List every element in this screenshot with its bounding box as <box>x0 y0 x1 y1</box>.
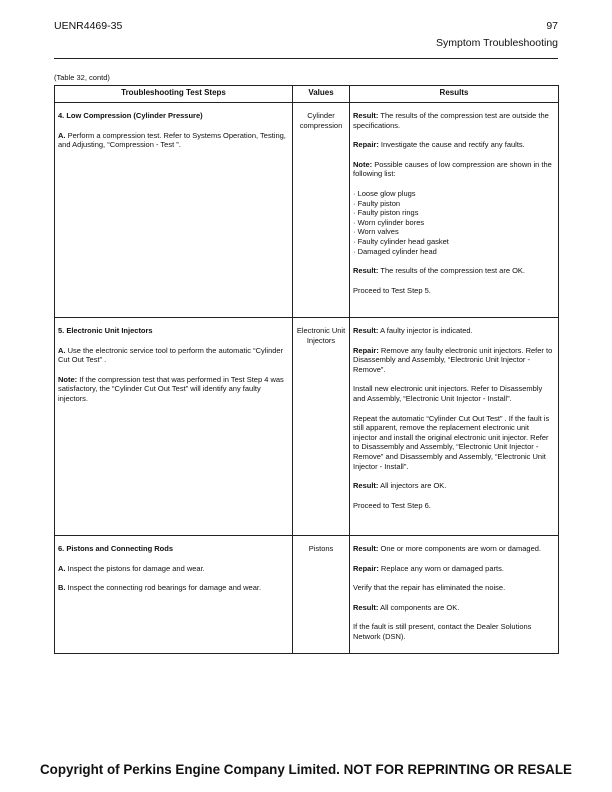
result-text: A faulty injector is indicated. <box>378 326 473 335</box>
list-item: · Faulty piston <box>353 198 401 208</box>
step-text: Perform a compression test. Refer to Systems Operation, Testing, and Adjusting, “Compression - Test ”. <box>58 130 286 150</box>
result-text: The results of the compression test are OK. <box>378 266 526 276</box>
list-item: · Loose glow plugs <box>353 188 416 198</box>
contact-text: If the fault is still present, contact the Dealer Solutions Network (DSN). <box>353 622 532 641</box>
table-header-row <box>55 86 559 103</box>
proceed-text: Proceed to Test Step 6. <box>353 500 431 510</box>
results-cell <box>350 318 559 536</box>
result-entry <box>353 481 555 491</box>
note-text: Possible causes of low compression are shown in the following list: <box>353 159 552 179</box>
repair-text: Replace any worn or damaged parts. <box>378 563 504 573</box>
step-instruction <box>58 131 289 150</box>
table-row <box>55 103 559 318</box>
result-entry <box>353 326 555 336</box>
step-title: 5. Electronic Unit Injectors <box>58 326 153 335</box>
list-item: · Faulty piston rings <box>353 208 419 218</box>
result-text: All injectors are OK. <box>378 481 447 491</box>
step-instruction <box>58 346 289 365</box>
test-step-cell <box>55 536 293 654</box>
page-number: 97 <box>546 20 558 32</box>
step-instruction <box>58 583 289 593</box>
column-header-results: Results <box>350 86 559 103</box>
result-entry <box>353 603 555 613</box>
step-title: 6. Pistons and Connecting Rods <box>58 544 174 553</box>
note-entry <box>58 375 289 404</box>
note-label: Note: <box>58 374 78 384</box>
result-entry <box>353 544 555 554</box>
step-text: Inspect the pistons for damage and wear. <box>65 563 205 573</box>
step-text: Inspect the connecting rod bearings for damage and wear. <box>65 583 262 593</box>
copyright-notice: Copyright of Perkins Engine Company Limited. NOT FOR REPRINTING OR RESALE <box>40 762 572 777</box>
verify-text: Verify that the repair has eliminated the noise. <box>353 583 506 593</box>
note-label: Note: <box>353 159 373 169</box>
note-text: If the compression test that was performed in Test Step 4 was satisfactory, the “Cylinder Cut Out Test” will identify any faulty injectors. <box>58 374 284 403</box>
step-text: Use the electronic service tool to perform the automatic “Cylinder Cut Out Test” . <box>58 345 284 365</box>
list-item: · Faulty cylinder head gasket <box>353 236 449 246</box>
troubleshooting-table <box>54 85 559 654</box>
page-header-right <box>436 20 558 49</box>
repair-entry <box>353 140 555 150</box>
result-entry <box>353 266 555 276</box>
repair-label: Repair: <box>353 140 379 150</box>
results-cell <box>350 103 559 318</box>
result-label: Result: <box>353 481 379 491</box>
step-label: A. <box>58 345 66 355</box>
header-rule <box>54 58 558 59</box>
install-text: Install new electronic unit injectors. Refer to Disassembly and Assembly, “Electronic Unit Injector - Install”. <box>353 384 543 403</box>
results-cell <box>350 536 559 654</box>
value-cell: Cylinder compression <box>293 103 350 318</box>
repair-text: Investigate the cause and rectify any faults. <box>378 140 525 150</box>
result-label: Result: <box>353 544 379 553</box>
test-step-cell <box>55 103 293 318</box>
result-text: All components are OK. <box>378 602 460 612</box>
test-step-cell <box>55 318 293 536</box>
result-label: Result: <box>353 602 379 612</box>
table-caption: (Table 32, contd) <box>54 73 110 82</box>
repair-label: Repair: <box>353 345 379 355</box>
repair-entry <box>353 346 555 375</box>
step-label: A. <box>58 563 66 573</box>
result-text: One or more components are worn or damaged. <box>378 544 542 553</box>
proceed-text: Proceed to Test Step 5. <box>353 285 431 295</box>
result-label: Result: <box>353 111 379 120</box>
step-label: A. <box>58 130 66 140</box>
result-entry <box>353 111 555 130</box>
column-header-steps: Troubleshooting Test Steps <box>55 86 293 103</box>
repeat-text: Repeat the automatic “Cylinder Cut Out Test” . If the fault is still apparent, remove the replacement electronic unit injector and install the original electronic unit injector. Refer to Disassembly and Assembly, “Electronic Unit Injector - Remove” and Disassembly and Assembly, “Electronic Unit Injector - Install”. <box>353 413 550 471</box>
column-header-values: Values <box>293 86 350 103</box>
causes-list <box>353 189 555 256</box>
result-label: Result: <box>353 266 379 276</box>
repair-entry <box>353 564 555 574</box>
repair-label: Repair: <box>353 563 379 573</box>
section-title: Symptom Troubleshooting <box>436 37 558 49</box>
result-label: Result: <box>353 326 379 335</box>
table-row <box>55 536 559 654</box>
list-item: · Worn valves <box>353 227 399 237</box>
note-entry <box>353 160 555 179</box>
result-text: The results of the compression test are outside the specifications. <box>353 111 549 130</box>
step-instruction <box>58 564 289 574</box>
table-row <box>55 318 559 536</box>
value-cell: Pistons <box>293 536 350 654</box>
document-id: UENR4469-35 <box>54 20 123 32</box>
list-item: · Damaged cylinder head <box>353 246 437 256</box>
repair-text: Remove any faulty electronic unit injectors. Refer to Disassembly and Assembly, “Electronic Unit Injector - Remove”. <box>353 345 553 374</box>
value-cell: Electronic Unit Injectors <box>293 318 350 536</box>
step-title: 4. Low Compression (Cylinder Pressure) <box>58 111 203 120</box>
step-label: B. <box>58 583 66 593</box>
list-item: · Worn cylinder bores <box>353 217 425 227</box>
